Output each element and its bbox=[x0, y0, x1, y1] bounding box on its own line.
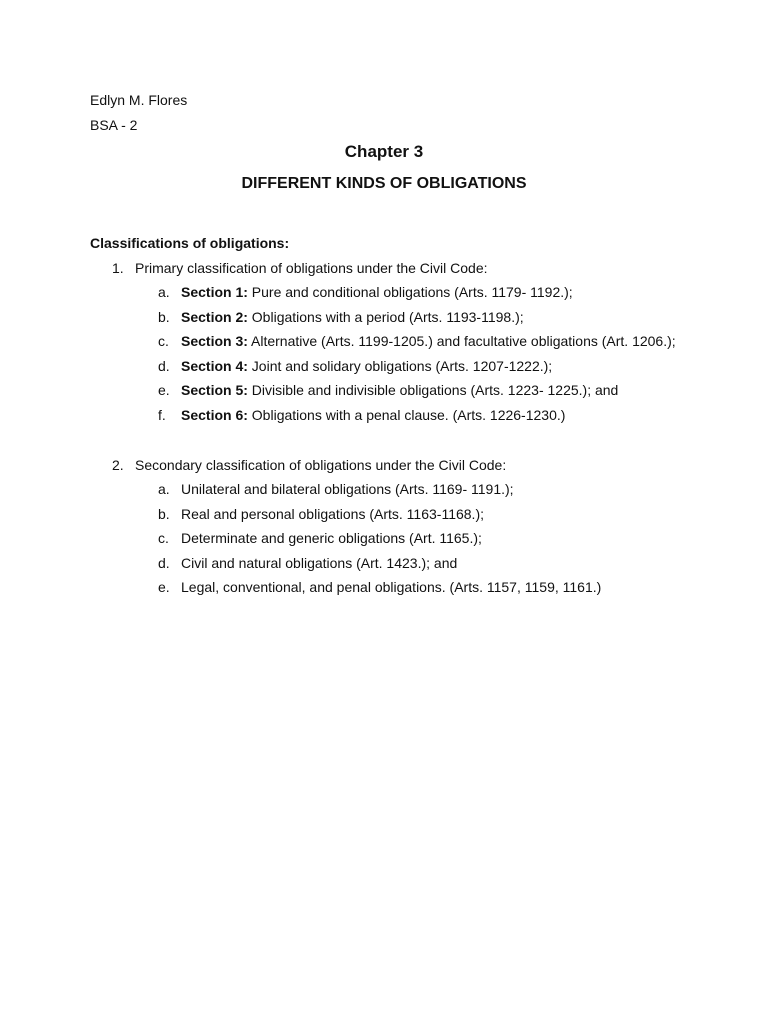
list-item bbox=[0, 554, 768, 579]
list-text: Civil and natural obligations (Art. 1423.); and bbox=[181, 554, 458, 571]
list-item bbox=[0, 578, 768, 603]
section-description: Obligations with a penal clause. (Arts. 1226-1230.) bbox=[247, 406, 566, 423]
list-label: Secondary classification of obligations under the Civil Code: bbox=[135, 457, 507, 473]
section-label: Section 2: bbox=[181, 308, 248, 325]
list-text bbox=[181, 308, 524, 326]
list-marker: a. bbox=[158, 284, 170, 300]
list-item bbox=[0, 283, 768, 308]
list-number: 2. bbox=[112, 457, 124, 473]
list-text bbox=[181, 332, 676, 350]
list-marker: e. bbox=[158, 382, 170, 398]
section-label: Section 1: bbox=[181, 284, 248, 300]
list-item bbox=[0, 381, 768, 406]
list-marker: e. bbox=[158, 579, 170, 595]
list-marker: b. bbox=[158, 505, 170, 522]
list-number: 1. bbox=[112, 260, 124, 276]
list-item bbox=[0, 456, 768, 480]
chapter-subtitle: DIFFERENT KINDS OF OBLIGATIONS bbox=[241, 175, 527, 192]
chapter-title: Chapter 3 bbox=[344, 142, 424, 161]
list-text bbox=[181, 283, 573, 301]
section-label: Section 4: bbox=[181, 357, 248, 374]
list-item bbox=[0, 505, 768, 530]
list-marker: f. bbox=[158, 406, 166, 423]
list-item bbox=[0, 529, 768, 554]
author-name: Edlyn M. Flores bbox=[90, 92, 188, 108]
list-marker: c. bbox=[158, 530, 169, 546]
list-marker: c. bbox=[158, 333, 169, 349]
list-item bbox=[0, 480, 768, 505]
section-description: Divisible and indivisible obligations (Arts. 1223- 1225.); and bbox=[247, 382, 619, 398]
list-item bbox=[0, 259, 768, 283]
section-label: Section 3: bbox=[181, 333, 248, 349]
list-marker: d. bbox=[158, 357, 170, 374]
author-course: BSA - 2 bbox=[90, 117, 138, 133]
list-label: Primary classification of obligations under the Civil Code: bbox=[135, 260, 488, 276]
list-item bbox=[0, 308, 768, 333]
list-text bbox=[181, 406, 565, 424]
section-description: Joint and solidary obligations (Arts. 1207-1222.); bbox=[247, 357, 553, 374]
section-description: Pure and conditional obligations (Arts. 1179- 1192.); bbox=[247, 284, 573, 300]
section-description: Alternative (Arts. 1199-1205.) and facultative obligations (Art. 1206.); bbox=[247, 333, 676, 349]
secondary-classification-list bbox=[0, 456, 768, 603]
section-label: Section 6: bbox=[181, 406, 248, 423]
section-label: Section 5: bbox=[181, 382, 248, 398]
list-text bbox=[181, 357, 552, 375]
list-text: Determinate and generic obligations (Art. 1165.); bbox=[181, 530, 482, 546]
list-item bbox=[0, 406, 768, 431]
list-item bbox=[0, 357, 768, 382]
section-description: Obligations with a period (Arts. 1193-1198.); bbox=[247, 308, 524, 325]
list-text bbox=[181, 381, 618, 399]
list-text: Real and personal obligations (Arts. 1163-1168.); bbox=[181, 505, 484, 522]
primary-classification-list bbox=[0, 259, 768, 430]
list-item bbox=[0, 332, 768, 357]
classifications-heading: Classifications of obligations: bbox=[90, 235, 290, 251]
list-marker: b. bbox=[158, 308, 170, 325]
list-marker: d. bbox=[158, 554, 170, 571]
list-text: Unilateral and bilateral obligations (Arts. 1169- 1191.); bbox=[181, 481, 514, 497]
list-marker: a. bbox=[158, 481, 170, 497]
list-text: Legal, conventional, and penal obligations. (Arts. 1157, 1159, 1161.) bbox=[181, 579, 602, 595]
